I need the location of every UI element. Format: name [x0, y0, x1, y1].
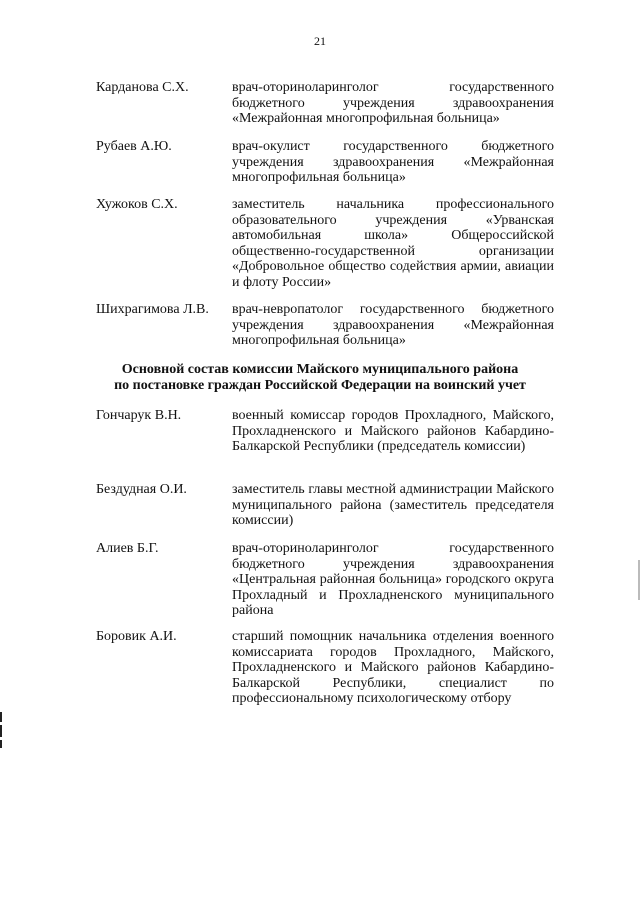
section-heading-line-2: по постановке граждан Российской Федерации на воинский учет: [114, 378, 526, 393]
member-position: старший помощник начальника отделения военного комиссариата городов Прохладного, Майского, Прохладненского и Майского районов Кабардино-Балкарской Республики, специалист по профессиональному психологическому отбору: [232, 629, 554, 707]
member-name: Рубаев А.Ю.: [96, 139, 172, 154]
section-heading-line-1: Основной состав комиссии Майского муниципального района: [121, 362, 519, 377]
member-name: Гончарук В.Н.: [96, 408, 182, 423]
member-name: Алиев Б.Г.: [96, 541, 159, 556]
member-name: Хужоков С.Х.: [96, 197, 178, 212]
member-position: врач-оториноларинголог государственного бюджетного учреждения здравоохранения «Межрайонная многопрофильная больница»: [232, 80, 554, 127]
member-name: Боровик А.И.: [96, 629, 177, 644]
member-position: врач-невропатолог государственного бюджетного учреждения здравоохранения «Межрайонная многопрофильная больница»: [232, 302, 554, 349]
member-name: Бездудная О.И.: [96, 482, 187, 497]
member-position: военный комиссар городов Прохладного, Майского, Прохладненского и Майского районов Кабардино-Балкарской Республики (председатель комиссии): [232, 408, 554, 455]
member-position: заместитель главы местной администрации Майского муниципального района (заместитель председателя комиссии): [232, 482, 554, 529]
page-number: 21: [314, 34, 326, 48]
member-position: заместитель начальника профессионального образовательного учреждения «Урванская автомобильная школа» Общероссийской общественно-государственной организации «Добровольное общество содействия армии, авиации и флоту России»: [232, 197, 554, 290]
member-position: врач-окулист государственного бюджетного учреждения здравоохранения «Межрайонная многопрофильная больница»: [232, 139, 554, 186]
member-position: врач-оториноларинголог государственного бюджетного учреждения здравоохранения «Центральная районная больница» городского округа Прохладный и Прохладненского муниципального района: [232, 541, 554, 619]
section-heading: [80, 362, 560, 394]
member-name: Шихрагимова Л.В.: [96, 302, 209, 317]
member-name: Карданова С.Х.: [96, 80, 189, 95]
scan-margin-marks: [0, 712, 4, 754]
